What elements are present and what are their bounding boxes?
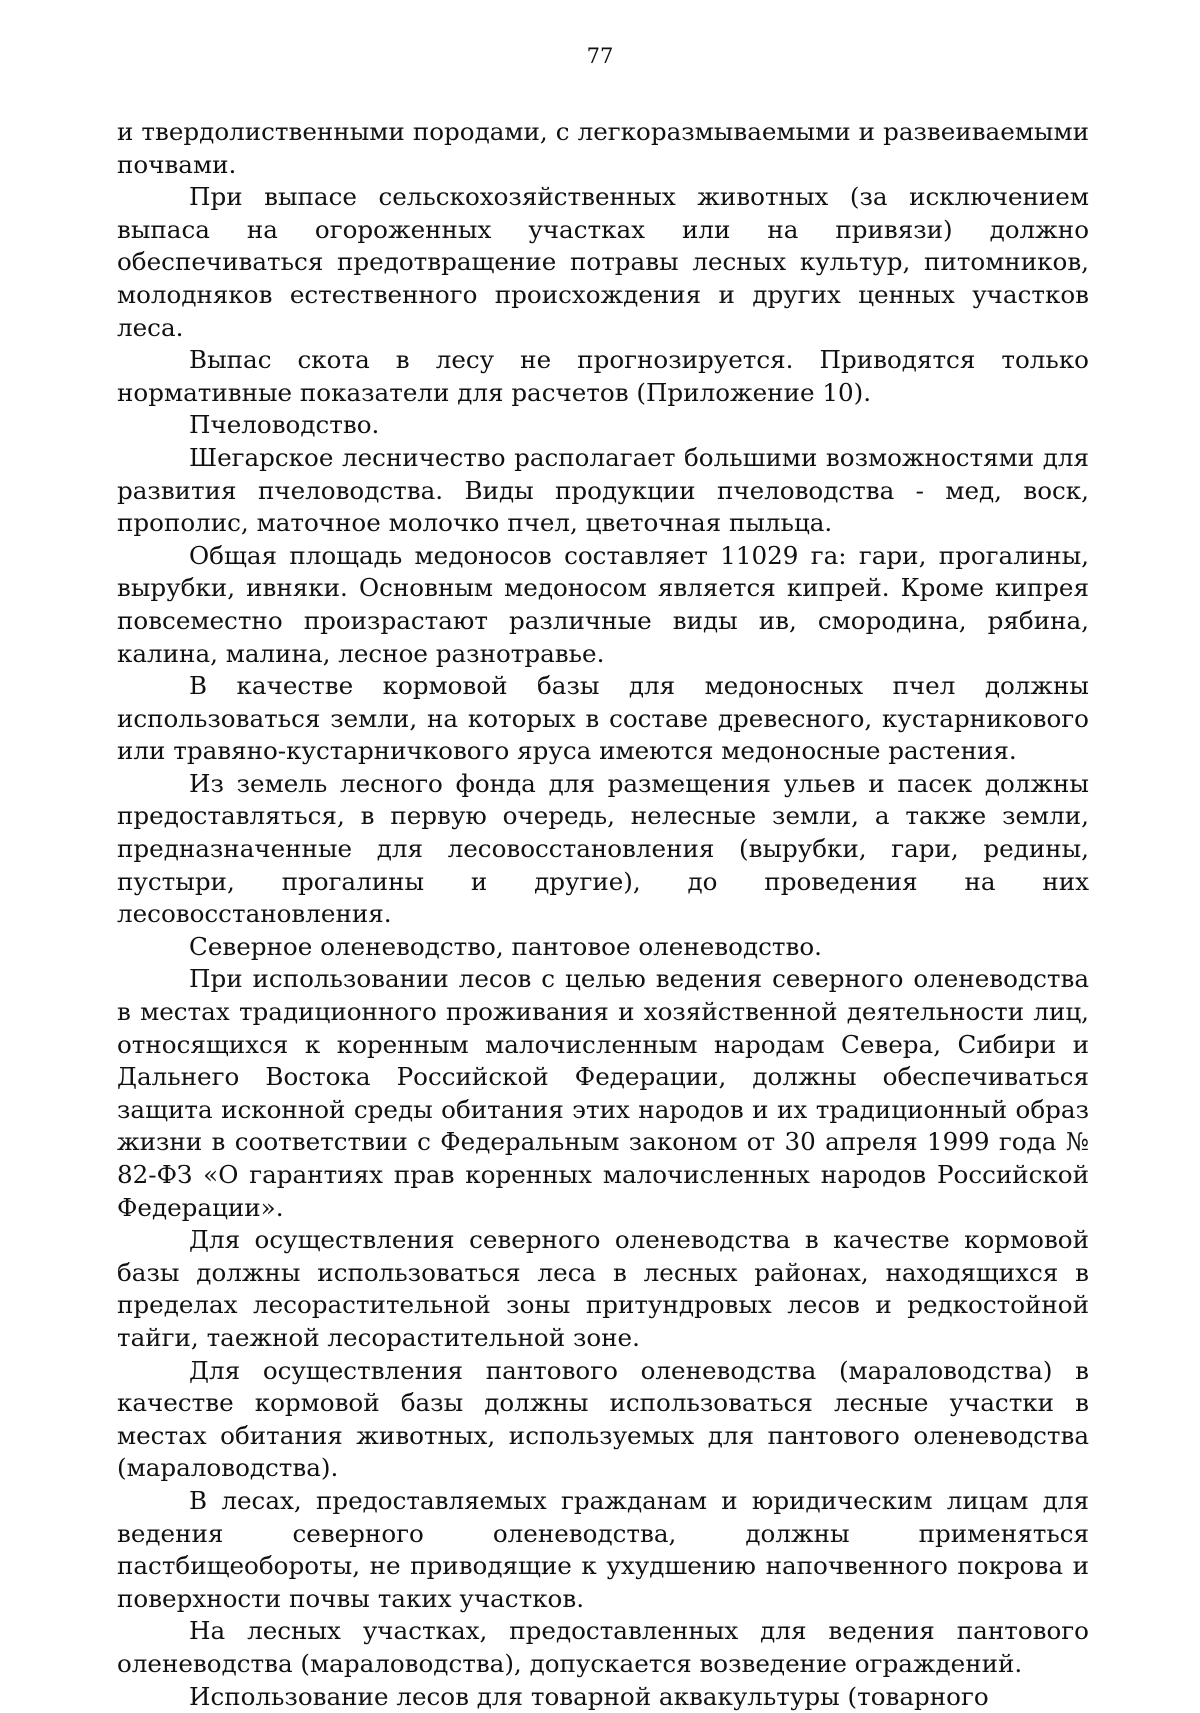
paragraph: Общая площадь медоносов составляет 11029 га: гари, прогалины, вырубки, ивняки. Основным медоносом является кипрей. Кроме кипрея повсеместно произрастают различные виды ив, смородина, рябина, калина, малина, лесное разнотравье. bbox=[117, 540, 1089, 670]
paragraph: Для осуществления северного оленеводства в качестве кормовой базы должны использоваться леса в лесных районах, находящихся в пределах лесорастительной зоны притундровых лесов и редкостойной тайги, таежной лесорастительной зоне. bbox=[117, 1224, 1089, 1354]
paragraph: В лесах, предоставляемых гражданам и юридическим лицам для ведения северного оленеводства, должны применяться пастбищеобороты, не приводящие к ухудшению напочвенного покрова и поверхности почвы таких участков. bbox=[117, 1485, 1089, 1615]
paragraph: Использование лесов для товарной аквакультуры (товарного bbox=[117, 1681, 1089, 1713]
section-heading-beekeeping: Пчеловодство. bbox=[117, 409, 1089, 442]
page-number: 77 bbox=[0, 44, 1200, 68]
paragraph: Шегарское лесничество располагает большими возможностями для развития пчеловодства. Виды продукции пчеловодства - мед, воск, прополис, маточное молочко пчел, цветочная пыльца. bbox=[117, 442, 1089, 540]
paragraph: При использовании лесов с целью ведения северного оленеводства в местах традиционного проживания и хозяйственной деятельности лиц, относящихся к коренным малочисленным народам Севера, Сибири и Дальнего Востока Российской Федерации, должны обеспечиваться защита исконной среды обитания этих народов и их традиционный образ жизни в соответствии с Федеральным законом от 30 апреля 1999 года № 82-ФЗ «О гарантиях прав коренных малочисленных народов Российской Федерации». bbox=[117, 963, 1089, 1224]
document-body bbox=[117, 116, 1089, 1713]
section-heading-reindeer-herding: Северное оленеводство, пантовое оленеводство. bbox=[117, 931, 1089, 964]
paragraph: На лесных участках, предоставленных для ведения пантового оленеводства (мараловодства), допускается возведение ограждений. bbox=[117, 1615, 1089, 1680]
paragraph: и твердолиственными породами, с легкоразмываемыми и развеиваемыми почвами. bbox=[117, 116, 1089, 181]
paragraph: Из земель лесного фонда для размещения ульев и пасек должны предоставляться, в первую очередь, нелесные земли, а также земли, предназначенные для лесовосстановления (вырубки, гари, редины, пустыри, прогалины и другие), до проведения на них лесовосстановления. bbox=[117, 768, 1089, 931]
paragraph: В качестве кормовой базы для медоносных пчел должны использоваться земли, на которых в составе древесного, кустарникового или травяно-кустарничкового яруса имеются медоносные растения. bbox=[117, 670, 1089, 768]
paragraph: Выпас скота в лесу не прогнозируется. Приводятся только нормативные показатели для расчетов (Приложение 10). bbox=[117, 344, 1089, 409]
paragraph: При выпасе сельскохозяйственных животных (за исключением выпаса на огороженных участках или на привязи) должно обеспечиваться предотвращение потравы лесных культур, питомников, молодняков естественного происхождения и других ценных участков леса. bbox=[117, 181, 1089, 344]
paragraph: Для осуществления пантового оленеводства (мараловодства) в качестве кормовой базы должны использоваться лесные участки в местах обитания животных, используемых для пантового оленеводства (мараловодства). bbox=[117, 1355, 1089, 1485]
